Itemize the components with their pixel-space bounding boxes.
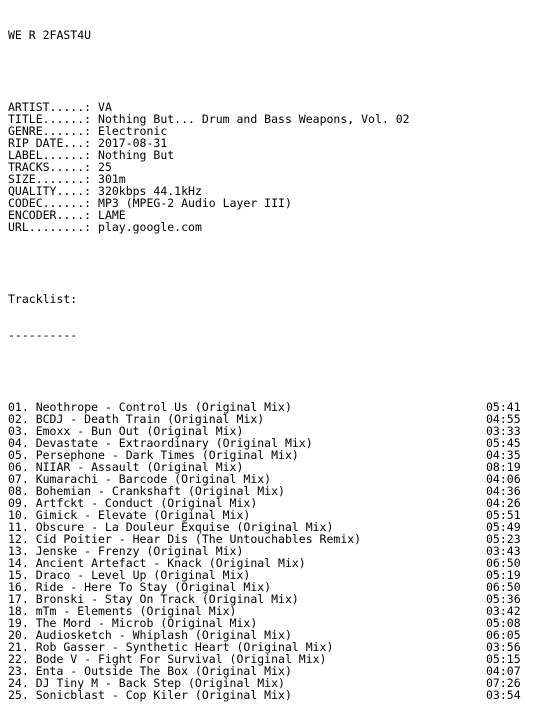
track-title: 10. Gimick - Elevate (Original Mix) [8,508,251,522]
info-key: TRACKS.....: [8,160,99,174]
track-title: 20. Audiosketch - Whiplash (Original Mix) [8,628,292,642]
info-key: QUALITY....: [8,184,99,198]
info-key: CODEC......: [8,196,99,210]
info-key: URL........: [8,220,99,234]
track-title: 22. Bode V - Fight For Survival (Original Mix) [8,652,327,666]
track-duration: 04:26 [486,496,521,510]
info-value: 320kbps 44.1kHz [98,184,202,198]
info-key: ENCODER....: [8,208,99,222]
release-info [8,101,528,233]
track-duration: 05:19 [486,568,521,582]
track-duration: 05:41 [486,400,521,414]
info-value: 301m [98,172,126,186]
track-duration: 03:43 [486,544,521,558]
info-key: ARTIST.....: [8,100,99,114]
track-title: 19. The Mord - Microb (Original Mix) [8,616,258,630]
info-key: TITLE......: [8,112,99,126]
info-key: RIP DATE...: [8,136,99,150]
info-value: VA [98,100,112,114]
track-title: 21. Rob Gasser - Synthetic Heart (Original Mix) [8,640,334,654]
track-duration: 03:56 [486,640,521,654]
track-duration: 05:45 [486,436,521,450]
info-value: Nothing But... Drum and Bass Weapons, Vol. 02 [98,112,410,126]
info-key: GENRE......: [8,124,99,138]
track-duration: 05:36 [486,592,521,606]
track-title: 13. Jenske - Frenzy (Original Mix) [8,544,244,558]
track-duration: 06:50 [486,556,521,570]
track-title: 24. DJ Tiny M - Back Step (Original Mix) [8,676,285,690]
spacer [8,65,528,77]
info-value: 25 [98,160,112,174]
nfo-document [8,5,528,713]
track-duration: 08:19 [486,460,521,474]
track-duration: 04:55 [486,412,521,426]
info-key: LABEL......: [8,148,99,162]
spacer [8,257,528,269]
info-value: play.google.com [98,220,202,234]
track-row [8,689,528,701]
track-title: 02. BCDJ - Death Train (Original Mix) [8,412,265,426]
track-title: 05. Persephone - Dark Times (Original Mix) [8,448,299,462]
track-title: 25. Sonicblast - Cop Kiler (Original Mix) [8,688,292,702]
info-value: Electronic [98,124,168,138]
track-title: 06. NIIAR - Assault (Original Mix) [8,460,244,474]
track-duration: 05:08 [486,616,521,630]
group-header: WE R 2FAST4U [8,28,92,42]
track-title: 15. Draco - Level Up (Original Mix) [8,568,251,582]
info-value: MP3 (MPEG-2 Audio Layer III) [98,196,292,210]
track-title: 17. Bronski - Stay On Track (Original Mix) [8,592,299,606]
track-title: 18. mTm - Elements (Original Mix) [8,604,237,618]
track-duration: 03:42 [486,604,521,618]
track-duration: 07:26 [486,676,521,690]
info-value: LAME [98,208,126,222]
track-duration: 06:50 [486,580,521,594]
track-duration: 05:51 [486,508,521,522]
tracklist-underline: ---------- [8,328,78,342]
track-duration: 04:06 [486,472,521,486]
track-title: 03. Emoxx - Bun Out (Original Mix) [8,424,244,438]
track-duration: 05:23 [486,532,521,546]
track-duration: 03:33 [486,424,521,438]
track-duration: 05:15 [486,652,521,666]
info-key: SIZE.......: [8,172,99,186]
info-value: Nothing But [98,148,175,162]
track-duration: 04:07 [486,664,521,678]
track-title: 16. Ride - Here To Stay (Original Mix) [8,580,272,594]
track-title: 11. Obscure - La Douleur Exquise (Original Mix) [8,520,334,534]
track-title: 23. Enta - Outside The Box (Original Mix) [8,664,292,678]
track-title: 08. Bohemian - Crankshaft (Original Mix) [8,484,285,498]
spacer [8,365,528,377]
track-duration: 05:49 [486,520,521,534]
track-duration: 06:05 [486,628,521,642]
tracklist-heading: Tracklist: [8,292,78,306]
track-duration: 03:54 [486,688,521,702]
track-title: 14. Ancient Artefact - Knack (Original Mix) [8,556,306,570]
track-title: 04. Devastate - Extraordinary (Original Mix) [8,436,313,450]
track-duration: 04:36 [486,484,521,498]
track-duration: 04:35 [486,448,521,462]
tracklist [8,401,528,701]
info-row [8,221,528,233]
track-title: 12. Cid Poitier - Hear Dis (The Untouchables Remix) [8,532,362,546]
track-title: 01. Neothrope - Control Us (Original Mix) [8,400,292,414]
track-title: 09. Artfckt - Conduct (Original Mix) [8,496,258,510]
track-title: 07. Kumarachi - Barcode (Original Mix) [8,472,272,486]
info-value: 2017-08-31 [98,136,168,150]
